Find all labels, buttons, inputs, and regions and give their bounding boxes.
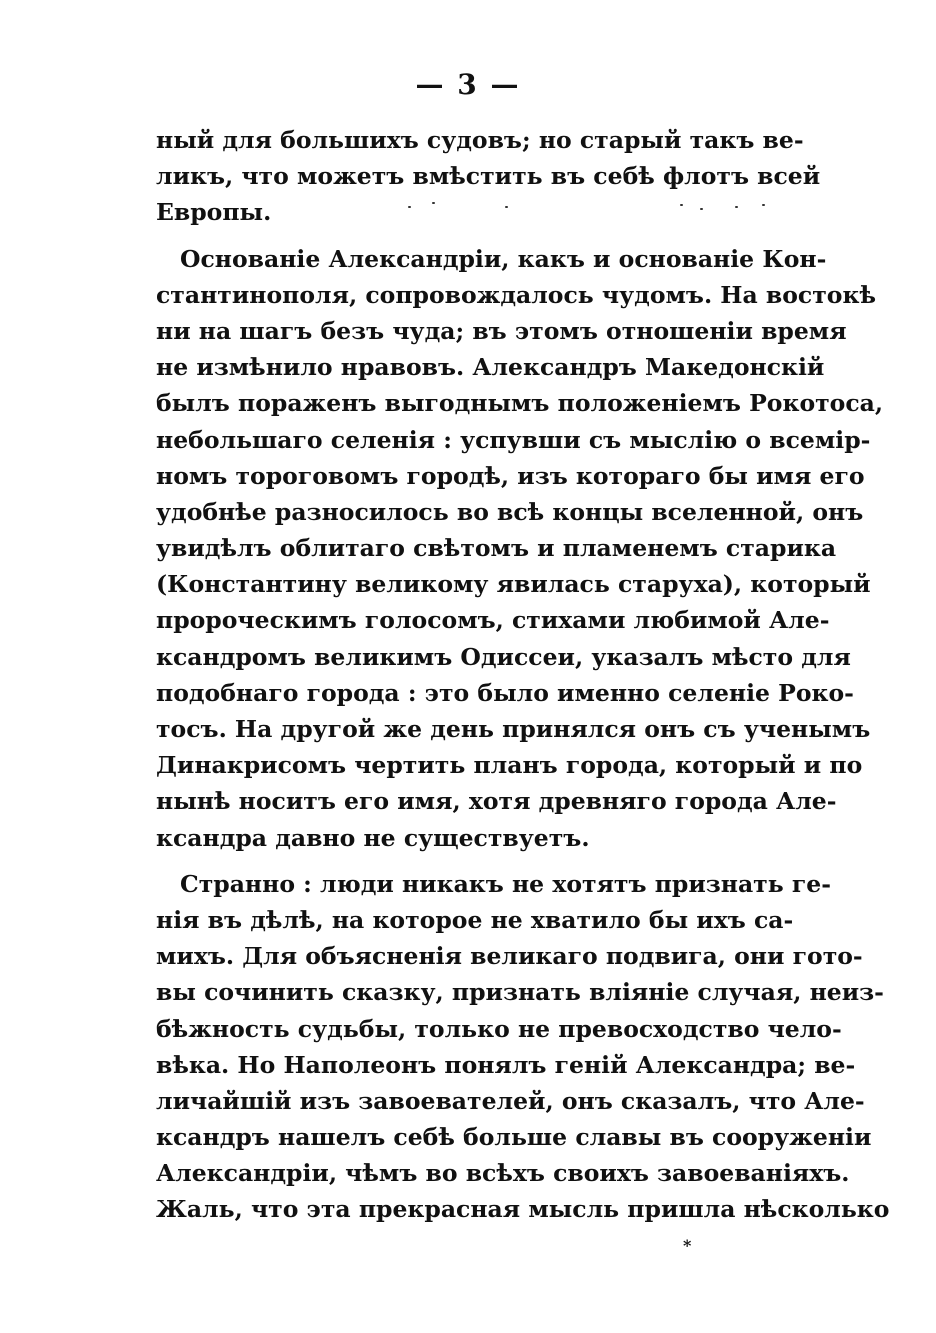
text-line: вѣка. Но Наполеонъ понялъ геній Александра; ве-	[156, 1050, 856, 1079]
text-line: былъ пораженъ выгоднымъ положеніемъ Рокотоса,	[156, 389, 884, 418]
text-line: личайшій изъ завоевателей, онъ сказалъ, что Але-	[156, 1086, 865, 1115]
text-line: номъ тороговомъ городѣ, изъ котораго бы имя его	[156, 461, 865, 490]
text-line: подобнаго города : это было именно селеніе Роко-	[156, 678, 854, 707]
text-line: михъ. Для объясненія великаго подвига, они гото-	[156, 942, 863, 971]
text-line: Александріи, чѣмъ во всѣхъ своихъ завоеваніяхъ.	[156, 1159, 850, 1188]
text-line: небольшаго селенія : успувши съ мыслію о всемір-	[156, 425, 871, 454]
text-line: бѣжность судьбы, только не превосходство чело-	[156, 1014, 842, 1043]
footer-mark: *	[683, 1236, 692, 1255]
text-line: вы сочинить сказку, признать вліяніе случая, неиз-	[156, 978, 884, 1007]
text-line: стантинополя, сопровождалось чудомъ. На востокѣ	[156, 280, 876, 309]
page-number: — 3 —	[415, 68, 521, 101]
text-line: Европы.	[156, 198, 272, 227]
text-line: пророческимъ голосомъ, стихами любимой Але-	[156, 606, 830, 635]
text-line: ный для большихъ судовъ; но старый такъ ве-	[156, 126, 804, 154]
text-line: Динакрисомъ чертить планъ города, который и по	[156, 751, 863, 780]
text-line: ликъ, что можетъ вмѣстить въ себѣ флотъ всей	[156, 162, 821, 191]
text-line: ксандръ нашелъ себѣ больше славы въ сооруженіи	[156, 1123, 872, 1152]
text-line: Странно : люди никакъ не хотятъ признать ге-	[180, 869, 831, 898]
text-line: не измѣнило нравовъ. Александръ Македонскій	[156, 353, 825, 382]
text-line: увидѣлъ облитаго свѣтомъ и пламенемъ старика	[156, 534, 837, 563]
text-line: нія въ дѣлѣ, на которое не хватило бы ихъ са-	[156, 905, 794, 934]
text-line: тосъ. На другой же день принялся онъ съ ученымъ	[156, 715, 871, 743]
text-line: Жаль, что эта прекрасная мысль пришла нѣсколько	[156, 1195, 890, 1224]
text-line: Основаніе Александріи, какъ и основаніе Кон-	[180, 244, 827, 273]
text-line: ксандра давно не существуетъ.	[156, 823, 590, 852]
page-body-text	[156, 122, 890, 1228]
text-line: удобнѣе разносилось во всѣ концы вселенной, онъ	[156, 497, 864, 526]
text-line: (Константину великому явилась старуха), который	[156, 570, 871, 599]
text-line: ксандромъ великимъ Одиссеи, указалъ мѣсто для	[156, 642, 851, 671]
text-line: ни на шагъ безъ чуда; въ этомъ отношеніи время	[156, 316, 847, 345]
text-line: нынѣ носитъ его имя, хотя древняго города Але-	[156, 787, 837, 816]
